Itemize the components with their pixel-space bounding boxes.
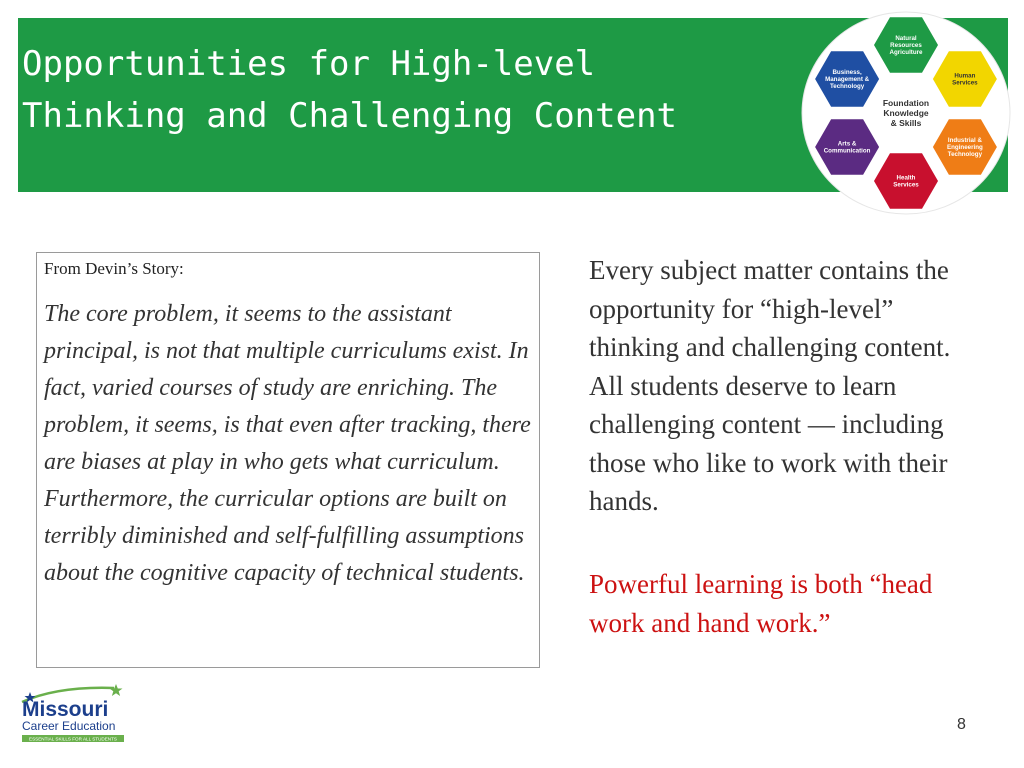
cluster-label: Agriculture <box>889 49 923 57</box>
cluster-label: Technology <box>829 83 865 91</box>
cluster-label: Business, <box>832 68 862 76</box>
wheel-center-label: Knowledge <box>883 108 929 118</box>
title-line-2: Thinking and Challenging Content <box>22 96 678 136</box>
career-clusters-wheel-graphic <box>800 10 1012 216</box>
title-line-1: Opportunities for High-level <box>22 44 596 84</box>
cluster-label: Health <box>896 174 916 182</box>
story-heading: From Devin’s Story: <box>44 259 184 278</box>
wheel-center-label: & Skills <box>890 118 922 128</box>
cluster-label: Management & <box>825 76 870 83</box>
emphasis-text: Powerful learning is both “head work and hand work.” <box>589 569 933 638</box>
cluster-label: Technology <box>947 151 983 159</box>
cluster-label: Industrial & <box>947 136 982 144</box>
cluster-label: Communication <box>823 147 871 155</box>
cluster-label: Engineering <box>947 144 983 151</box>
wheel-center-label: Foundation <box>882 98 930 108</box>
logo-graphic <box>18 682 130 744</box>
main-text: Every subject matter contains the opportunity for “high-level” thinking and challenging content. All students deserve to learn challenging content — including those who like to work with their hands. <box>589 255 951 516</box>
cluster-label: Services <box>893 181 919 189</box>
cluster-label: Human <box>954 72 976 80</box>
career-clusters-wheel <box>800 10 1012 216</box>
page-number: 8 <box>957 716 966 733</box>
story-body: The core problem, it seems to the assistant principal, is not that multiple curriculums exist. In fact, varied courses of study are enriching. The problem, it seems, is that even after tracking, there are biases at play in who gets what curriculum. Furthermore, the curricular options are built on terribly diminished and self-fulfilling assumptions about the cognitive capacity of technical students. <box>44 301 531 586</box>
logo-line-2: Career Education <box>22 719 116 733</box>
cluster-label: Arts & <box>837 140 857 148</box>
missouri-career-education-logo <box>18 682 130 744</box>
logo-line-1: Missouri <box>22 698 109 721</box>
logo-tagline: ESSENTIAL SKILLS FOR ALL STUDENTS <box>29 736 117 742</box>
cluster-label: Services <box>952 79 978 87</box>
slide-title <box>22 38 742 142</box>
cluster-label: Resources <box>890 42 922 49</box>
story-box <box>36 252 540 668</box>
cluster-label: Natural <box>895 34 917 42</box>
